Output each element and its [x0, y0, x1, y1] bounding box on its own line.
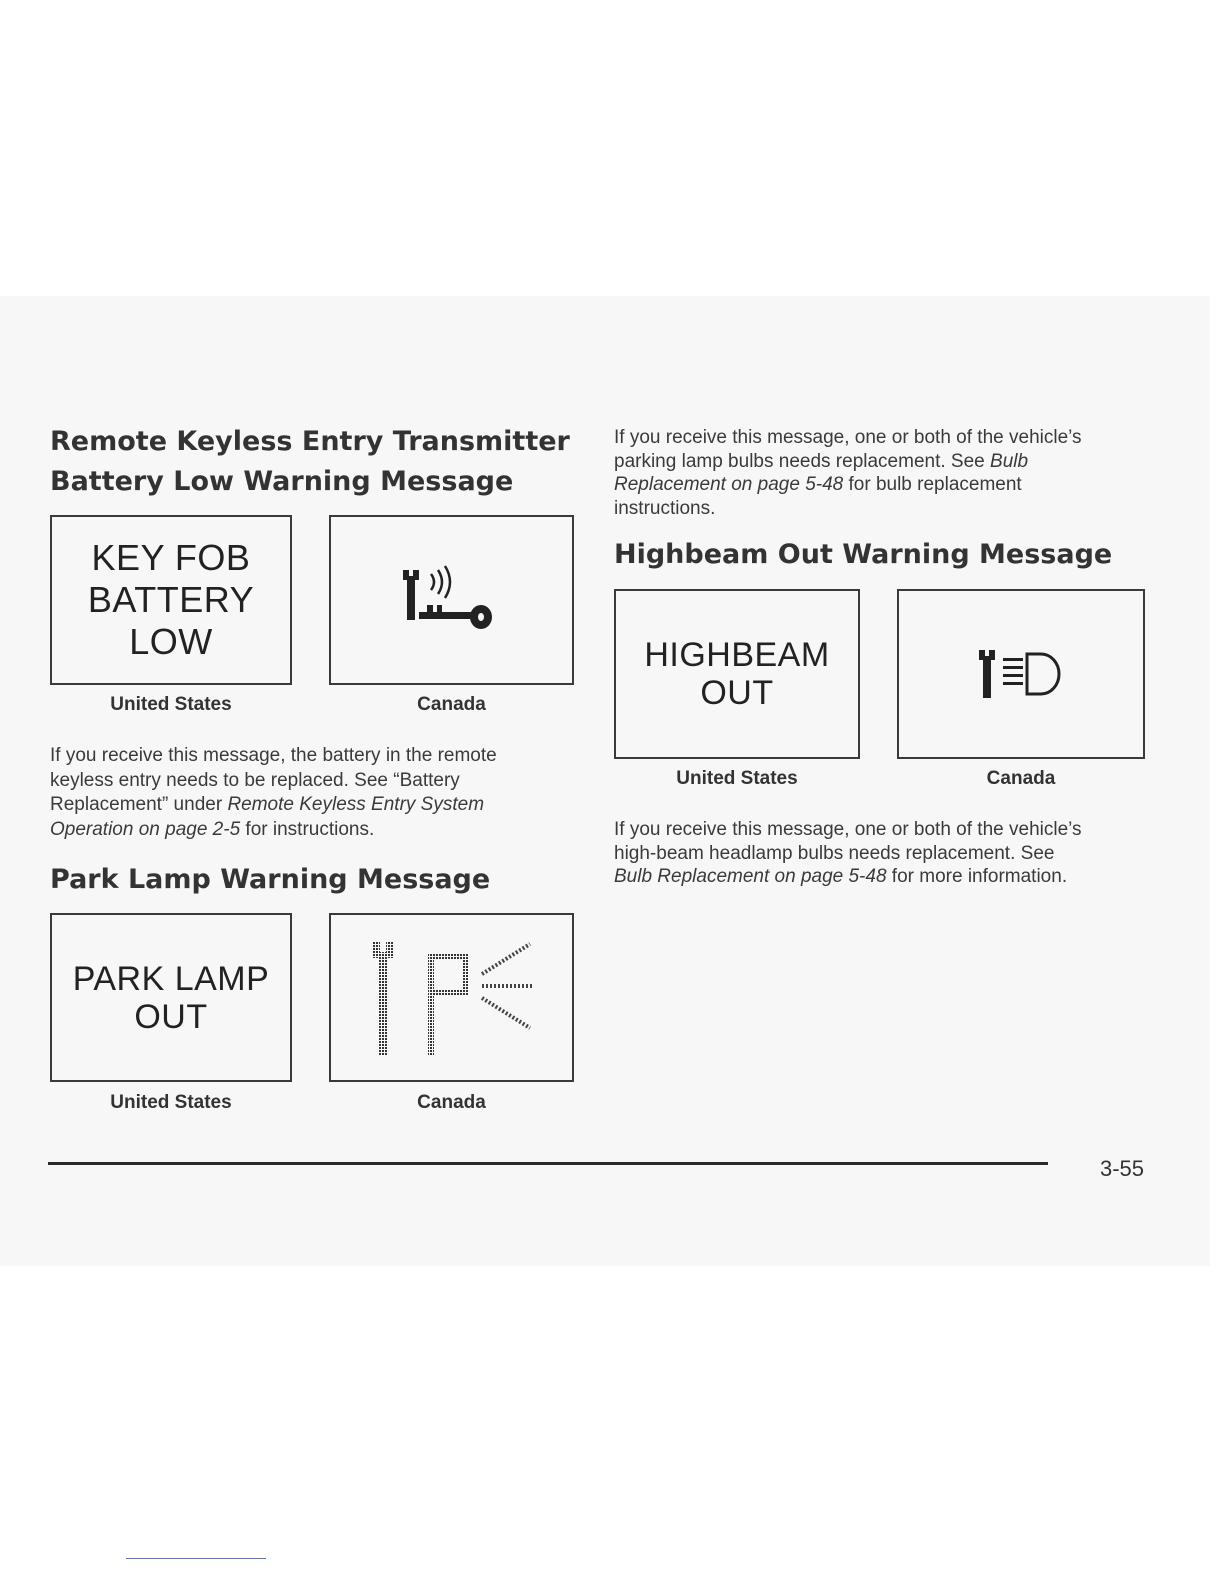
- highbeam-us-caption: United States: [676, 768, 798, 789]
- highbeam-heading: [614, 535, 1112, 575]
- highbeam-icon: [971, 644, 1071, 704]
- highbeam-para-line2: high-beam headlamp bulbs needs replacement. See: [614, 842, 1055, 864]
- highbeam-para-line3-ref: Bulb Replacement on page 5-48: [614, 866, 887, 887]
- park-para-line4: instructions.: [614, 497, 716, 519]
- park-us-line2: OUT: [134, 997, 208, 1036]
- park-para-line3-ref: Replacement on page 5-48: [614, 474, 844, 495]
- park-para-line2-ref: Bulb: [990, 450, 1029, 472]
- rke-heading: [50, 422, 570, 502]
- rke-us-display-text: [88, 537, 254, 663]
- rke-para-line4-text: for instructions.: [240, 818, 375, 840]
- park-para-line2-text: parking lamp bulbs needs replacement. See: [614, 450, 991, 472]
- rke-heading-line2: Battery Low Warning Message: [50, 466, 514, 497]
- park-heading: [50, 860, 490, 900]
- park-para-line3: [614, 473, 1082, 497]
- rke-us-line2: BATTERY: [87, 579, 255, 620]
- highbeam-para-line1: If you receive this message, one or both of the vehicle’s: [614, 819, 1082, 840]
- rke-para-line4: [50, 818, 497, 843]
- park-us-line1: PARK LAMP: [72, 959, 270, 998]
- park-para-line1: If you receive this message, one or both of the vehicle’s: [614, 427, 1082, 448]
- highbeam-paragraph: [614, 818, 1082, 889]
- rke-para-line2: keyless entry needs to be replaced. See “Battery: [50, 769, 460, 791]
- rke-us-caption: United States: [110, 694, 232, 715]
- rke-us-line3: LOW: [129, 621, 213, 662]
- highbeam-us-display-text: [644, 636, 829, 712]
- rke-heading-line1: Remote Keyless Entry Transmitter: [50, 426, 570, 457]
- rke-para-line3-text: Replacement” under: [50, 794, 228, 815]
- park-us-display: [50, 913, 292, 1082]
- highbeam-heading-text: Highbeam Out Warning Message: [614, 539, 1113, 570]
- highbeam-canada-caption: Canada: [986, 768, 1056, 789]
- rke-para-line3-ref: Remote Keyless Entry System: [227, 794, 485, 815]
- highbeam-para-line3-text: for more information.: [886, 866, 1068, 887]
- rke-paragraph: [50, 744, 497, 842]
- highbeam-us-line2: OUT: [700, 674, 774, 712]
- rke-canada-caption: Canada: [417, 694, 486, 715]
- rke-us-display: [50, 515, 292, 685]
- park-heading-text: Park Lamp Warning Message: [50, 864, 491, 895]
- park-para-line2: [614, 450, 1082, 474]
- park-canada-display: [329, 913, 574, 1082]
- page-number: 3-55: [1100, 1156, 1145, 1181]
- footer-rule: [48, 1162, 1048, 1165]
- highbeam-para-line3: [614, 865, 1082, 889]
- highbeam-canada-display: [897, 589, 1145, 759]
- park-canada-caption: Canada: [417, 1092, 486, 1113]
- park-us-caption: United States: [110, 1092, 232, 1113]
- park-lamp-icon: [352, 930, 552, 1065]
- rke-para-line1: If you receive this message, the battery in the remote: [50, 745, 497, 766]
- rke-para-line3: [50, 793, 497, 818]
- highbeam-us-display: [614, 589, 860, 759]
- rke-us-line1: KEY FOB: [91, 537, 251, 578]
- park-us-display-text: [73, 960, 270, 1036]
- highbeam-us-line1: HIGHBEAM: [644, 636, 830, 674]
- park-para-line3-text: for bulb replacement: [843, 474, 1022, 495]
- rke-canada-display: [329, 515, 574, 685]
- bottom-link-underline: [126, 1558, 266, 1559]
- park-paragraph: [614, 426, 1082, 520]
- key-fob-battery-icon: [397, 560, 507, 640]
- rke-para-line4-ref: Operation on page 2-5: [50, 818, 241, 840]
